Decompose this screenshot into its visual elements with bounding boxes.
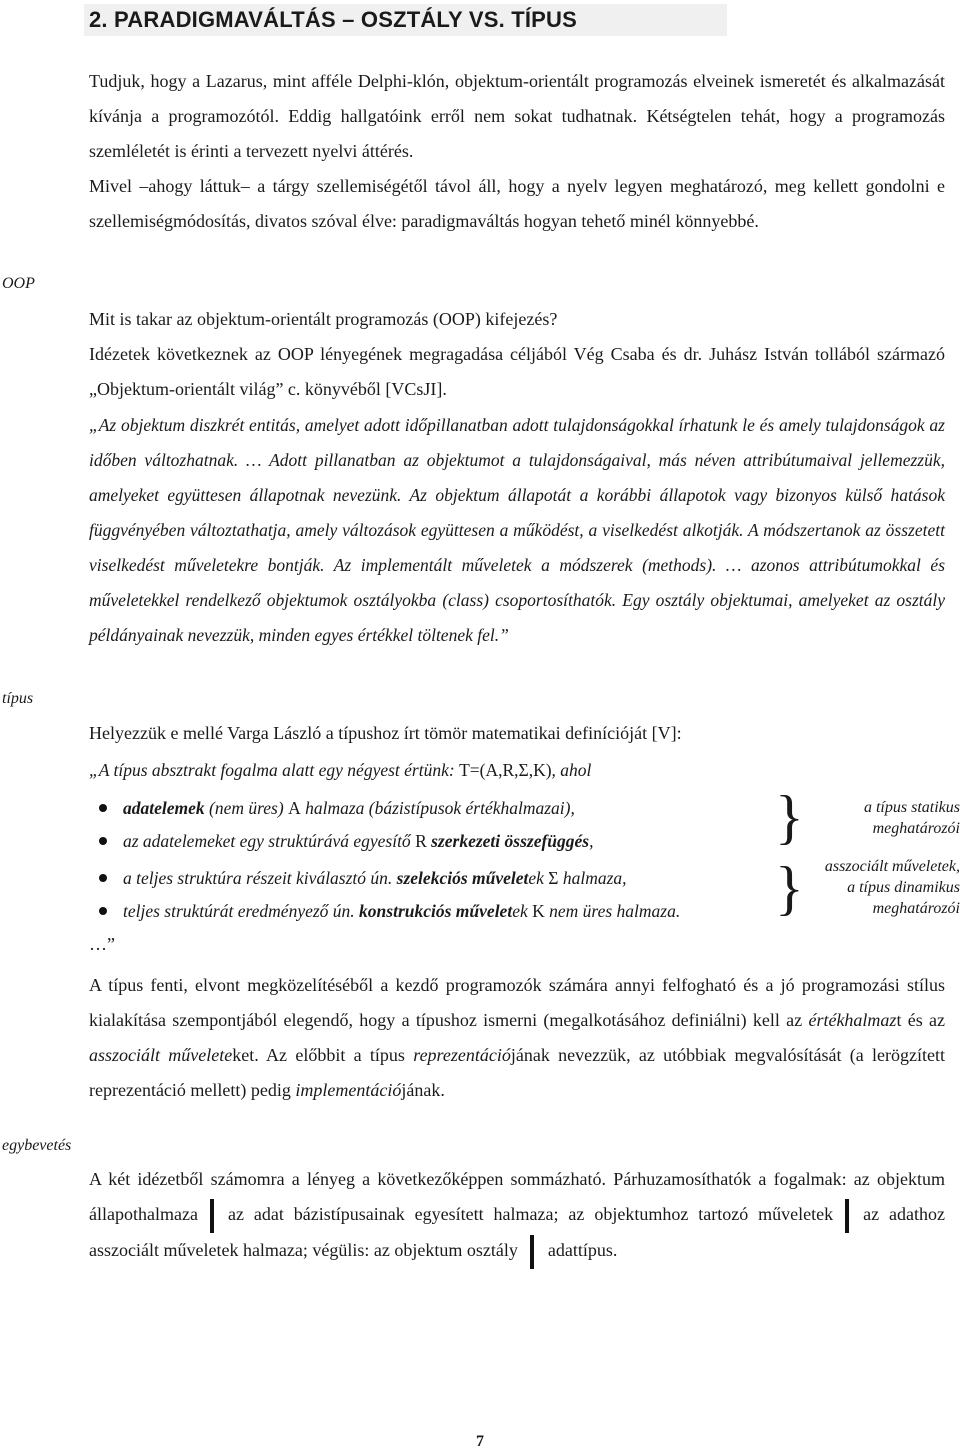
definition-item: adatelemek (nem üres) A halmaza (bázistípusok értékhalmazai), xyxy=(95,794,815,827)
definition-item: a teljes struktúra részeit kiválasztó ún. szelekciós műveletek Σ halmaza, xyxy=(95,864,815,897)
brace-static-icon: } xyxy=(775,784,804,850)
oop-quote: „Az objektum diszkrét entitás, amelyet adott időpillanatban adott tulajdonságokkal írhatunk le és amely tulajdonságok az időben változhatnak. … Adott pillanatban az objektumot a tulajdonságaival, más néven attribútumaival jellemezzük, amelyeket együttesen állapotnak nevezünk. Az objektum állapotát a korábbi állapotok vagy bizonyos külső hatások függvényében változtathatja, amely változások együttesen a működést, a viselkedést alkotják. A módszertanok az összetett viselkedést műveletekre bontják. Az implementált műveletek a módszerek (methods). … azonos attribútumokkal és műveletekkel rendelkező objektumok osztályokba (class) csoportosíthatók. Egy osztály objektumai, amelyeket az osztály példányainak nevezzük, minden egyes értékkel töltenek fel.” xyxy=(89,415,945,645)
parallel-bar-icon xyxy=(210,1199,214,1233)
margin-note-oop: OOP xyxy=(2,275,35,292)
side-note-static: a típus statikus meghatározói xyxy=(863,799,960,837)
intro-paragraph-1: Tudjuk, hogy a Lazarus, mint afféle Delphi-klón, objektum-orientált programozás elveinek ismeretét és alkalmazását kívánja a programozótól. Eddig hallgatóink erről nem sokat tudhatnak. Kétségtelen tehát, hogy a programozás szemléletét is érinti a tervezett nyelvi áttérés. xyxy=(89,71,945,161)
oop-question: Mit is takar az objektum-orientált programozás (OOP) kifejezés? xyxy=(89,309,558,329)
page-number: 7 xyxy=(476,1433,484,1450)
margin-note-tipus: típus xyxy=(2,690,34,707)
tipus-quote-text: „A típus absztrakt fogalma alatt egy négyest értünk: xyxy=(89,760,460,780)
definition-term: szerkezeti összefüggés xyxy=(426,831,590,851)
definition-item: az adatelemeket egy struktúrává egyesítő R szerkezeti összefüggés, xyxy=(95,827,815,860)
tipus-tuple: T=(A,R,Σ,K) xyxy=(459,760,552,780)
definition-term: szelekciós művelet xyxy=(396,868,529,888)
quote-ellipsis: …” xyxy=(89,934,115,954)
brace-dynamic-icon: } xyxy=(775,855,804,921)
side-note-dynamic: asszociált műveletek, a típus dinamikus meghatározói xyxy=(824,858,960,917)
section-heading: 2. PARADIGMAVÁLTÁS – OSZTÁLY VS. TÍPUS xyxy=(89,7,578,32)
parallel-bar-icon xyxy=(530,1235,534,1269)
parallel-bar-icon xyxy=(845,1199,849,1233)
tipus-intro: Helyezzük e mellé Varga László a típushoz írt tömör matematikai definícióját [V]: xyxy=(89,723,682,743)
tipus-paragraph: A típus fenti, elvont megközelítéséből a kezdő programozók számára annyi felfogható és a jó programozási stílus kialakítása szempontjából elegendő, hogy a típushoz ismerni (megalkotásához definiálni) kell az értékhalmazt és az asszociált műveleteket. Az előbbit a típus reprezentációjának nevezzük, az utóbbiak megvalósítását (a lerögzített reprezentáció mellett) pedig implementációjának. xyxy=(89,975,945,1100)
oop-citation: Idézetek következnek az OOP lényegének megragadása céljából Vég Csaba és dr. Juhász István tollából származó „Objektum-orientált világ” c. könyvéből [VCsJI]. xyxy=(89,344,945,399)
margin-note-egybevetes: egybevetés xyxy=(2,1137,72,1154)
tipus-quote-start xyxy=(89,753,945,788)
definition-term: adatelemek xyxy=(123,798,205,818)
definition-item: teljes struktúrát eredményező ún. konstrukciós műveletek K nem üres halmaza. xyxy=(95,897,815,930)
intro-paragraph-2: Mivel –ahogy láttuk– a tárgy szellemiségétől távol áll, hogy a nyelv legyen meghatározó, meg kellett gondolni e szellemiségmódosítás, divatos szóval élve: paradigmaváltás hogyan tehető minél könnyebbé. xyxy=(89,176,945,231)
tipus-definition-list xyxy=(95,794,815,930)
egybevetes-paragraph: A két idézetből számomra a lényeg a következőképpen sommázható. Párhuzamosíthatók a fogalmak: az objektum állapothalmaza az adat bázistípusainak egyesített halmaza; az objektumhoz tartozó műveletek az adathoz asszociált műveletek halmaza; végülis: az objektum osztály adattípus. xyxy=(89,1162,945,1269)
tipus-quote-end: , ahol xyxy=(551,760,592,780)
definition-term: konstrukciós művelet xyxy=(359,901,513,921)
